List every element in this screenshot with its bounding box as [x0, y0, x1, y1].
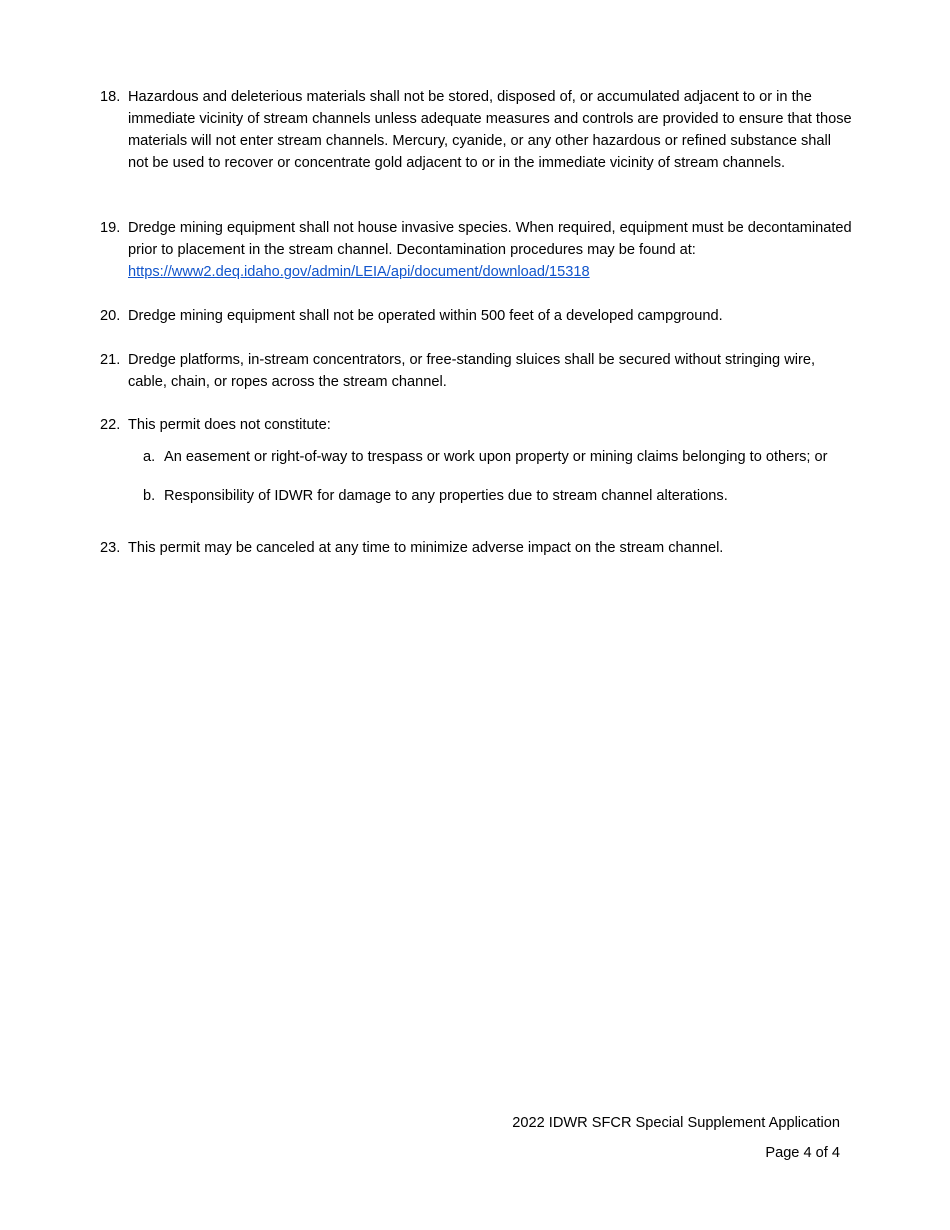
sub-item-text: An easement or right-of-way to trespass or work upon property or mining claims belonging to others; or — [164, 449, 828, 465]
sub-item-a — [143, 446, 843, 468]
page-number: Page 4 of 4 — [765, 1145, 840, 1161]
list-item-number: 23. — [100, 540, 121, 556]
footer-title: 2022 IDWR SFCR Special Supplement Application — [512, 1115, 840, 1131]
sub-item-b — [143, 485, 843, 507]
sub-item-letter: b. — [143, 488, 156, 504]
list-item-text: Dredge platforms, in-stream concentrators, or free-standing sluices shall be secured without stringing wire, cable, chain, or ropes across the stream channel. — [128, 352, 816, 390]
list-item-text: Dredge mining equipment shall not be operated within 500 feet of a developed campground. — [128, 308, 723, 324]
list-item-number: 22. — [100, 417, 121, 433]
sub-item-text: Responsibility of IDWR for damage to any properties due to stream channel alterations. — [164, 488, 728, 504]
list-item-23 — [100, 537, 860, 559]
list-item-text: Dredge mining equipment shall not house invasive species. When required, equipment must be decontaminated prior to placement in the stream channel. Decontamination procedures may be found at: — [128, 220, 852, 258]
list-item-text: This permit may be canceled at any time to minimize adverse impact on the stream channel. — [128, 540, 724, 556]
list-item-number: 18. — [100, 89, 121, 105]
list-item-20 — [100, 305, 860, 327]
list-item-number: 19. — [100, 220, 121, 236]
list-item-number: 21. — [100, 352, 121, 368]
list-item-19 — [100, 217, 860, 283]
list-item-18 — [100, 86, 860, 174]
list-item-21 — [100, 349, 860, 393]
sub-item-letter: a. — [143, 449, 156, 465]
list-item-body — [128, 217, 853, 283]
list-item-text: Hazardous and deleterious materials shall not be stored, disposed of, or accumulated adjacent to or in the immediate vicinity of stream channels unless adequate measures and controls are provided to ensure that those materials will not enter stream channels. Mercury, cyanide, or any other hazardous or refined substance shall not be used to recover or concentrate gold adjacent to or in the immediate vicinity of stream channels. — [128, 89, 852, 171]
list-item-22 — [100, 414, 860, 436]
list-item-text: This permit does not constitute: — [128, 417, 331, 433]
decontamination-link[interactable]: https://www2.deq.idaho.gov/admin/LEIA/api/document/download/15318 — [128, 264, 590, 280]
list-item-number: 20. — [100, 308, 121, 324]
